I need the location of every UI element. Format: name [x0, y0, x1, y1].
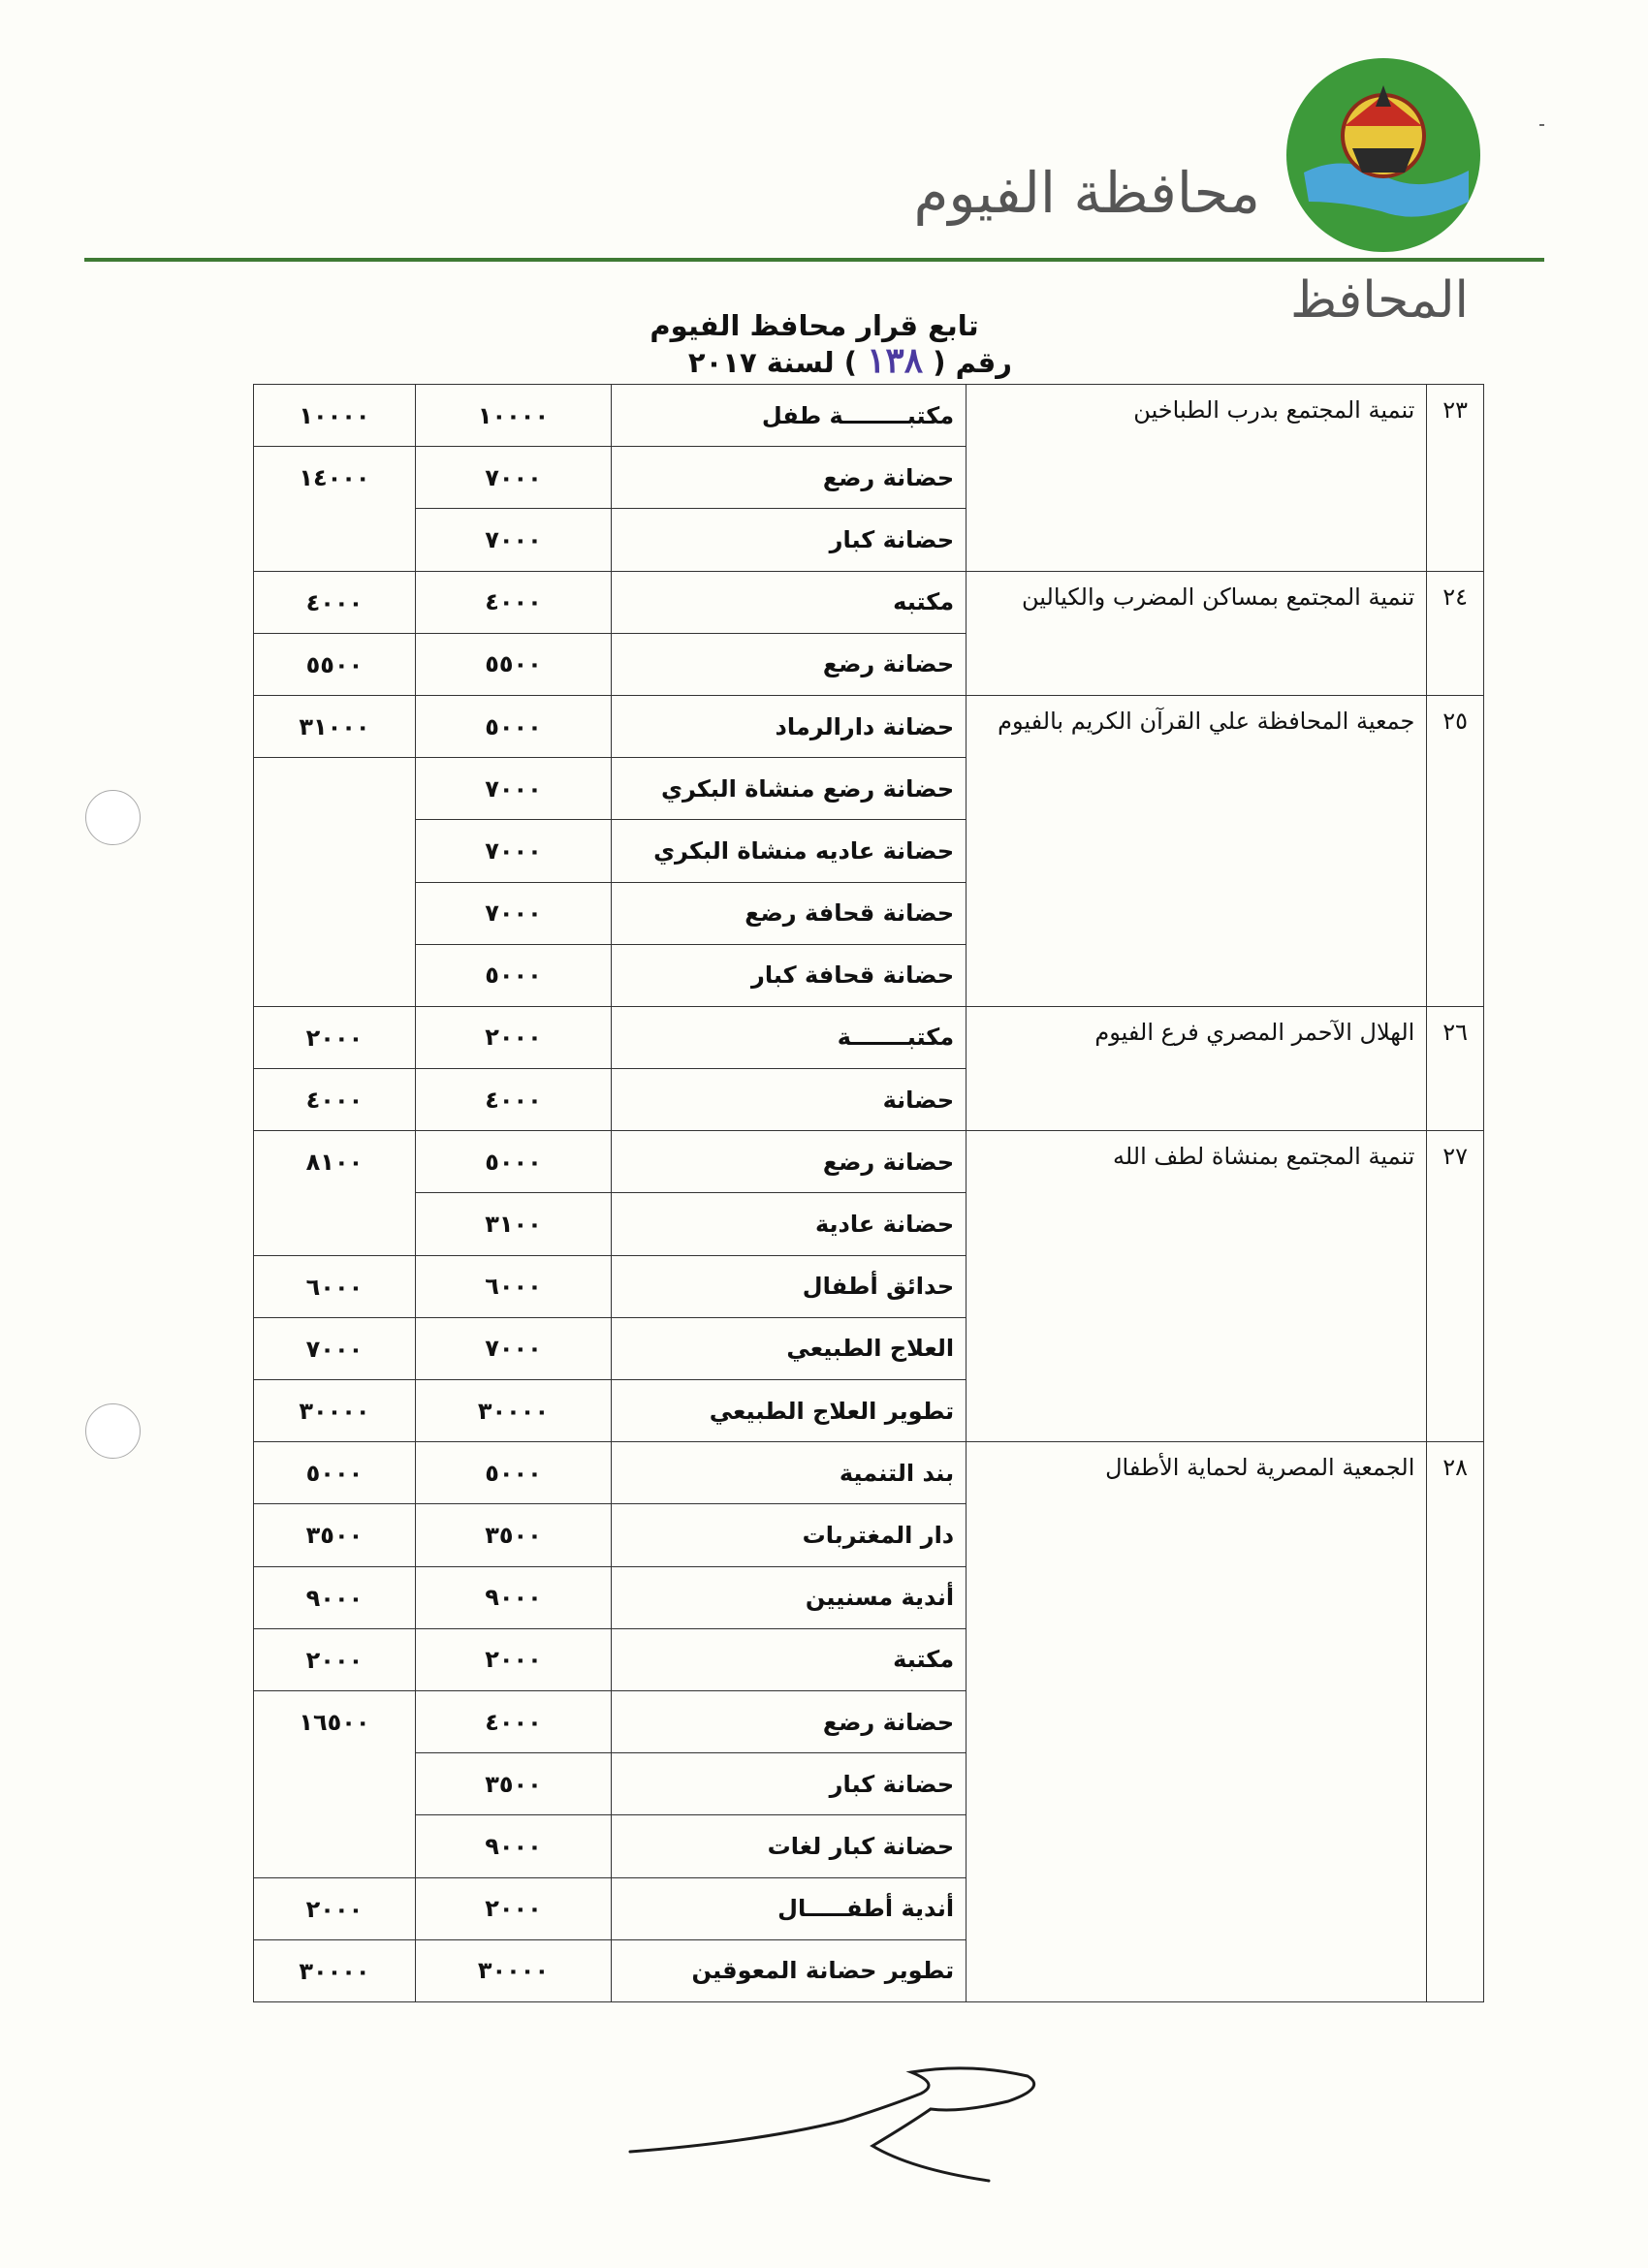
association-name: جمعية المحافظة علي القرآن الكريم بالفيوم	[967, 695, 1427, 1006]
item-amount: ٧٠٠٠	[415, 758, 611, 820]
item-amount: ٥٥٠٠	[415, 633, 611, 695]
table-row	[254, 571, 1484, 633]
item-name: مكتبـــــــة	[612, 1006, 967, 1068]
item-name: حضانة عادية	[612, 1193, 967, 1255]
association-name: تنمية المجتمع بدرب الطباخين	[967, 385, 1427, 572]
item-amount: ٥٠٠٠	[415, 695, 611, 757]
item-amount: ٩٠٠٠	[415, 1815, 611, 1877]
scan-speck	[1539, 124, 1544, 126]
row-total: ٨١٠٠	[254, 1131, 416, 1255]
item-amount: ٢٠٠٠	[415, 1628, 611, 1690]
item-amount: ٣١٠٠	[415, 1193, 611, 1255]
item-name: العلاج الطبيعي	[612, 1317, 967, 1379]
entry-number: ٢٣	[1427, 385, 1484, 572]
item-name: حضانة رضع منشاة البكري	[612, 758, 967, 820]
item-amount: ٥٠٠٠	[415, 1131, 611, 1193]
item-name: حضانة كبار	[612, 509, 967, 571]
decision-number-line	[611, 340, 1018, 381]
item-amount: ٧٠٠٠	[415, 820, 611, 882]
item-amount: ٤٠٠٠	[415, 1690, 611, 1752]
item-name: حدائق أطفال	[612, 1255, 967, 1317]
entry-number: ٢٦	[1427, 1006, 1484, 1130]
signature	[620, 2045, 1066, 2190]
decision-number: ١٣٨	[867, 340, 924, 381]
entry-number: ٢٨	[1427, 1442, 1484, 2002]
row-total: ٥٥٠٠	[254, 633, 416, 695]
table-row	[254, 385, 1484, 447]
item-amount: ٥٠٠٠	[415, 1442, 611, 1504]
item-amount: ٢٠٠٠	[415, 1006, 611, 1068]
item-amount: ٢٠٠٠	[415, 1877, 611, 1939]
row-total: ٣٥٠٠	[254, 1504, 416, 1566]
governor-title: المحافظ	[1290, 271, 1469, 330]
entry-number: ٢٥	[1427, 695, 1484, 1006]
punch-hole	[85, 1403, 141, 1459]
item-name: حضانة رضع	[612, 1690, 967, 1752]
decision-heading	[611, 308, 1018, 380]
item-name: حضانة عاديه منشاة البكري	[612, 820, 967, 882]
item-name: حضانة كبار لغات	[612, 1815, 967, 1877]
row-total	[254, 758, 416, 1007]
decision-year: ٢٠١٧	[687, 346, 757, 379]
item-amount: ٧٠٠٠	[415, 1317, 611, 1379]
item-amount: ٧٠٠٠	[415, 447, 611, 509]
item-name: مكتبة	[612, 1628, 967, 1690]
punch-hole	[85, 790, 141, 845]
association-name: الهلال الآحمر المصري فرع الفيوم	[967, 1006, 1427, 1130]
item-amount: ١٠٠٠٠	[415, 385, 611, 447]
decision-suffix: ) لسنة	[766, 346, 857, 379]
item-amount: ٣٥٠٠	[415, 1504, 611, 1566]
governorate-logo	[1284, 56, 1483, 255]
item-name: أندية أطفـــــال	[612, 1877, 967, 1939]
row-total: ١٠٠٠٠	[254, 385, 416, 447]
row-total: ٤٠٠٠	[254, 571, 416, 633]
item-amount: ٣٥٠٠	[415, 1753, 611, 1815]
item-name: حضانة قحافة كبار	[612, 944, 967, 1006]
item-name: دار المغتربات	[612, 1504, 967, 1566]
allocations-table	[253, 384, 1484, 2002]
item-amount: ٤٠٠٠	[415, 571, 611, 633]
row-total: ٢٠٠٠	[254, 1628, 416, 1690]
item-name: حضانة دارالرماد	[612, 695, 967, 757]
item-name: حضانة كبار	[612, 1753, 967, 1815]
entry-number: ٢٧	[1427, 1131, 1484, 1442]
association-name: الجمعية المصرية لحماية الأطفال	[967, 1442, 1427, 2002]
item-name: بند التنمية	[612, 1442, 967, 1504]
item-name: حضانة قحافة رضع	[612, 882, 967, 944]
row-total: ٢٠٠٠	[254, 1006, 416, 1068]
item-amount: ٣٠٠٠٠	[415, 1939, 611, 2001]
row-total: ١٤٠٠٠	[254, 447, 416, 571]
row-total: ٤٠٠٠	[254, 1069, 416, 1131]
item-amount: ٥٠٠٠	[415, 944, 611, 1006]
row-total: ٧٠٠٠	[254, 1317, 416, 1379]
table-row	[254, 695, 1484, 757]
header-rule	[84, 258, 1544, 262]
item-name: تطوير حضانة المعوقين	[612, 1939, 967, 2001]
entry-number: ٢٤	[1427, 571, 1484, 695]
item-name: حضانة رضع	[612, 1131, 967, 1193]
table-row	[254, 1442, 1484, 1504]
decision-prefix: رقم (	[933, 346, 1012, 379]
row-total: ٣٠٠٠٠	[254, 1939, 416, 2001]
table-row	[254, 1006, 1484, 1068]
decision-title: تابع قرار محافظ الفيوم	[650, 309, 979, 342]
row-total: ٢٠٠٠	[254, 1877, 416, 1939]
item-amount: ٤٠٠٠	[415, 1069, 611, 1131]
item-name: أندية مسنيين	[612, 1566, 967, 1628]
row-total: ٦٠٠٠	[254, 1255, 416, 1317]
association-name: تنمية المجتمع بمنشاة لطف الله	[967, 1131, 1427, 1442]
row-total: ٥٠٠٠	[254, 1442, 416, 1504]
item-amount: ٧٠٠٠	[415, 882, 611, 944]
item-name: حضانة	[612, 1069, 967, 1131]
item-name: مكتبه	[612, 571, 967, 633]
item-amount: ٧٠٠٠	[415, 509, 611, 571]
association-name: تنمية المجتمع بمساكن المضرب والكيالين	[967, 571, 1427, 695]
item-name: حضانة رضع	[612, 633, 967, 695]
item-name: تطوير العلاج الطبيعي	[612, 1380, 967, 1442]
item-amount: ٩٠٠٠	[415, 1566, 611, 1628]
table-row	[254, 1131, 1484, 1193]
item-amount: ٣٠٠٠٠	[415, 1380, 611, 1442]
item-name: مكتبــــــــة طفل	[612, 385, 967, 447]
governorate-name: محافظة الفيوم	[913, 160, 1260, 226]
item-amount: ٦٠٠٠	[415, 1255, 611, 1317]
item-name: حضانة رضع	[612, 447, 967, 509]
row-total: ١٦٥٠٠	[254, 1690, 416, 1877]
row-total: ٣١٠٠٠	[254, 695, 416, 757]
row-total: ٣٠٠٠٠	[254, 1380, 416, 1442]
row-total: ٩٠٠٠	[254, 1566, 416, 1628]
